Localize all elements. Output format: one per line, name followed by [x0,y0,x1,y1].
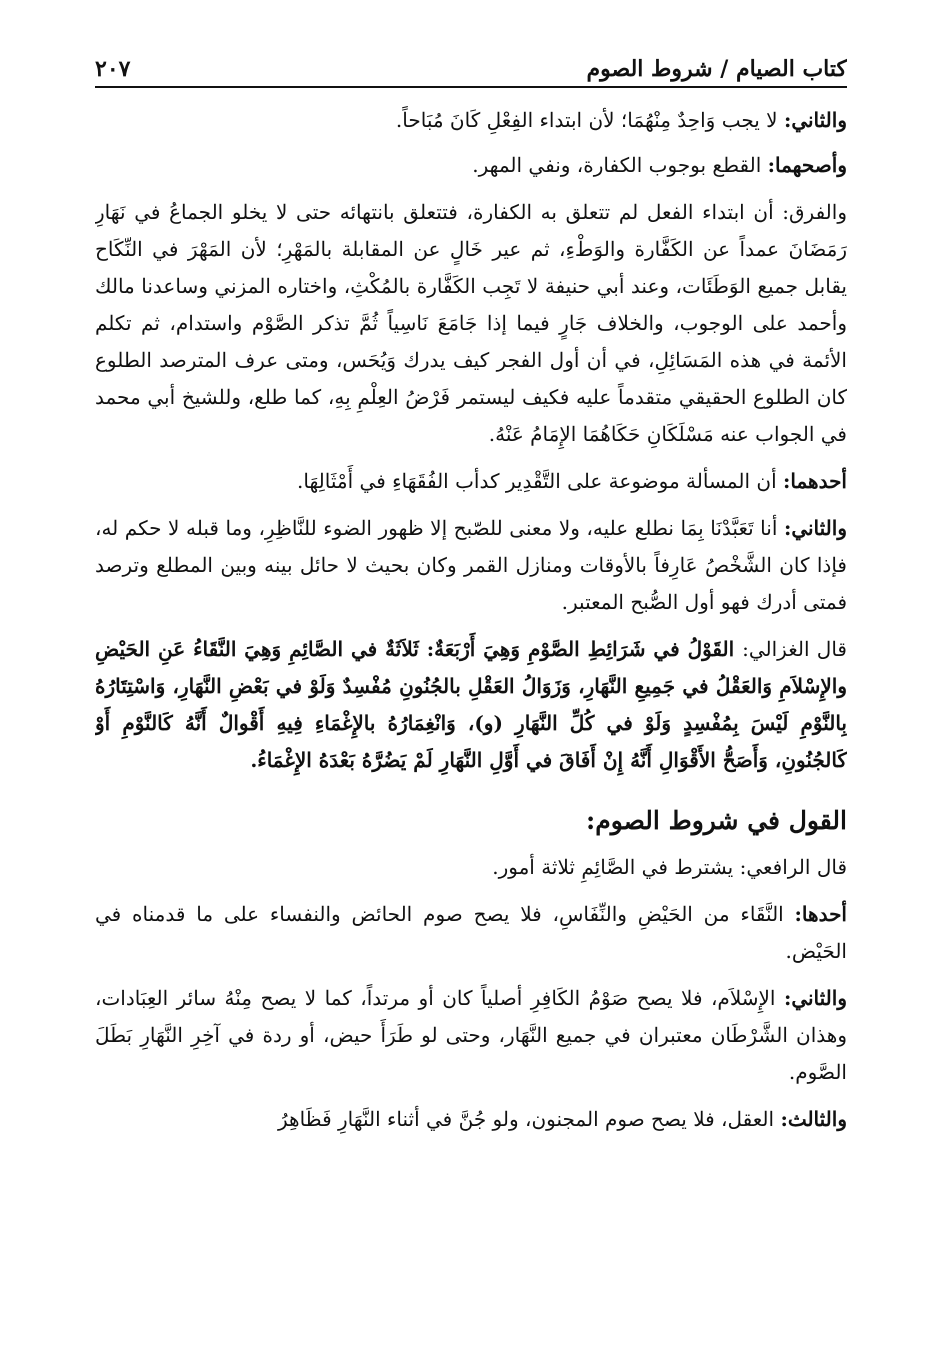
paragraph-text: أنا تَعَبَّدْنَا بِمَا نطلع عليه، ولا معنى للصّبح إلا ظهور الضوء للنَّاظِرِ، وما قبله لا حكم له، فإذا كان الشَّخْصُ عَارِفاً بالأوقات ومنازل القمر وكان بحيث لا حائل بينه وبين المطلع وترصد فمتى أدرك فهو أول الصُّبح المعتبر. [95,516,847,614]
paragraph [95,194,847,453]
running-header [95,38,847,88]
paragraph-text: والفرق: أن ابتداء الفعل لم تتعلق به الكفارة، فتتعلق بانتهائه حتى لا يخلو الجماعُ في نَهَارِ رَمَضَانَ عمداً عن الكَفَّارة والوَطْءِ، ثم عير خَالٍ عن المقابلة بالمَهْرِ؛ لأن المَهْرَ في النِّكَاح يقابل جميع الوَطَئَات، وعند أبي حنيفة لا تَجِب الكَفَّارة بالمُكْثِ، واختاره المزني وساعدنا مالك وأحمد على الوجوب، والخلاف جَارٍ فيما إذا جَامَعَ نَاسِياً ثُمَّ تذكر الصَّوْم واستدام، ثم تكلم الأئمة في هذه المَسَائِلِ، في أن أول الفجر كيف يدرك وَيُحَس، ومتى عرف المترصد الطلوع كان الطلوع الحقيقي متقدماً عليه فكيف ليستمر فَرْضُ العِلْمِ بِهِ، كما طلع، وللشيخ أبي محمد في الجواب عنه مَسْلَكَانِ حَكَاهُمَا الإِمَامُ عَنْهُ. [95,200,847,446]
paragraph-text: الإِسْلاَم، فلا يصح صَوْمُ الكَافِرِ أصلياً كان أو مرتداً، كما لا يصح مِنْهُ سائر العِبَادات، وهذان الشَّرْطَان معتبران في جميع النَّهَار، وحتى لو طَرَأَ حيض، أو ردة في آخِرِ النَّهَارِ بَطَلَ الصَّوم. [95,986,847,1084]
paragraph [95,463,847,500]
paragraph-lead: والثاني: [783,516,847,540]
paragraph-text: القطع بوجوب الكفارة، ونفي المهر. [472,153,768,177]
paragraph-lead: والثالث: [780,1107,847,1131]
quote-text: القَوْلُ في شَرَائِطِ الصَّوْمِ وَهِيَ أَرْبَعَةٌ: ثَلاَثَةٌ في الصَّائِمِ وَهِيَ النَّقَاءُ عَنِ الحَيْضِ والإِسْلاَمِ وَالعَقْلُ في جَمِيعِ النَّهَارِ، وَزَوَالُ العَقْلِ بالجُنُونِ مُفْسِدٌ وَلَوْ في بَعْضِ النَّهَارِ، وَاسْتِتَارُهُ بِالنَّوْمِ لَيْسَ بِمُفْسِدٍ وَلَوْ في كُلِّ النَّهَارِ (و)، وَانْغِمَارُهُ بالإِغْمَاءِ فِيهِ أَقْوالٌ أَنَّهُ كَالنَّوْمِ أَوْ كَالجُنُونِ، وَأَصَحُّ الأَقْوَالِ أَنَّهُ إِنْ أَفَاقَ في أَوَّلِ النَّهَارِ لَمْ يَضُرَّهُ بَعْدَهُ الإِغْمَاءُ. [95,637,847,772]
paragraph [95,896,847,970]
ghazali-quote [95,631,847,779]
paragraph [95,510,847,621]
paragraph-lead: أحدها: [794,902,847,926]
paragraph [95,147,847,184]
paragraph-text: النَّقَاء من الحَيْضِ والنِّفَاسِ، فلا يصح صوم الحائض والنفساء على ما قدمناه في الحَيْض. [95,902,847,963]
paragraph-lead: قال الغزالي: [742,637,847,661]
running-header-title: كتاب الصيام / شروط الصوم [586,56,847,82]
paragraph [95,849,847,886]
paragraph [95,102,847,139]
paragraph-text: قال الرافعي: يشترط في الصَّائِمِ ثلاثة أمور. [492,855,847,879]
paragraph [95,980,847,1091]
book-page [95,38,847,1338]
section-heading: القول في شروط الصوم: [586,806,847,835]
paragraph [95,1101,847,1138]
paragraph-lead: والثاني: [783,108,847,132]
page-number: ٢٠٧ [95,56,131,82]
paragraph-text: العقل، فلا يصح صوم المجنون، ولو جُنَّ في أثناء النَّهَارِ فَظَاهِرُ [277,1107,781,1131]
paragraph-text: أن المسألة موضوعة على التَّقْدِير كدأب الفُقَهَاءِ في أَمْثَالِهَا. [297,469,783,493]
paragraph-lead: والثاني: [783,986,847,1010]
paragraph-lead: وأصحهما: [767,153,847,177]
paragraph-text: لا يجب وَاحِدٌ مِنْهُمَا؛ لأن ابتداء الفِعْلِ كَانَ مُبَاحاً. [395,108,784,132]
paragraph-lead: أحدهما: [782,469,847,493]
